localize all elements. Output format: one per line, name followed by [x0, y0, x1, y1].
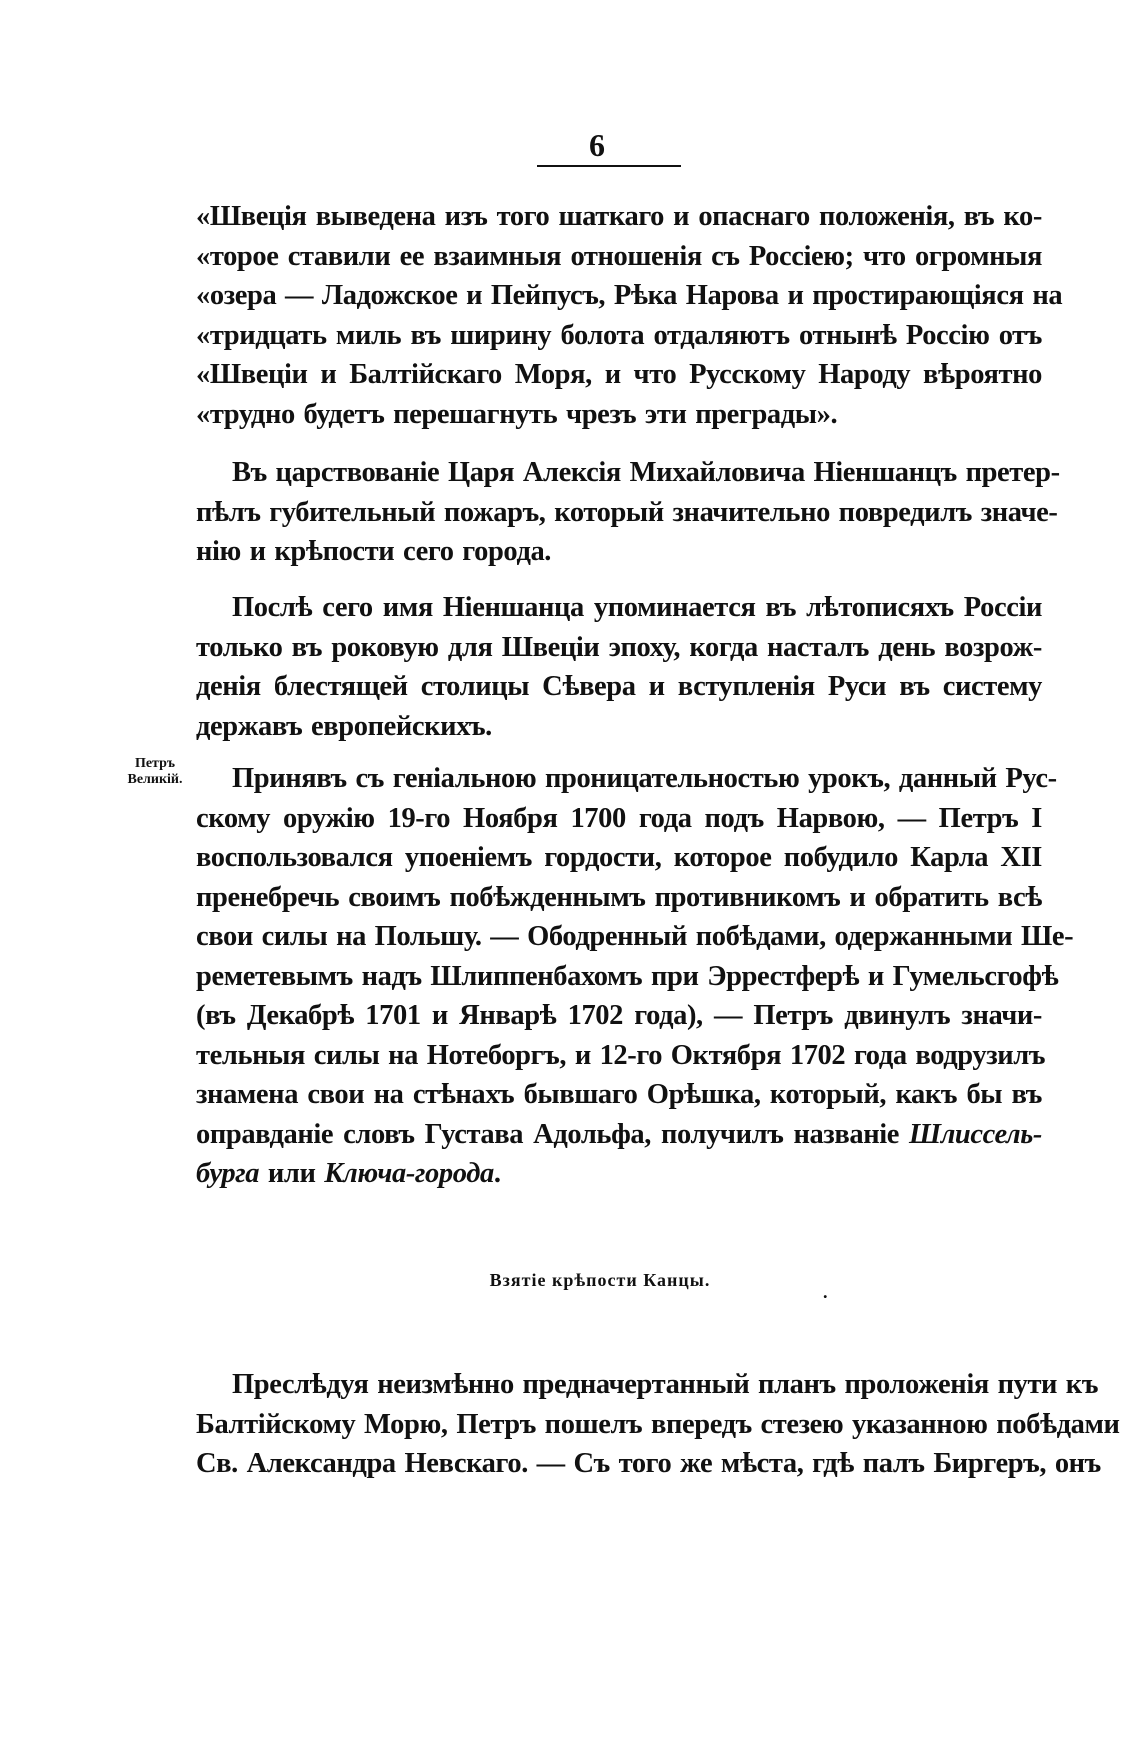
paragraph-nienschanz [196, 588, 1042, 746]
text-line: денія блестящей столицы Сѣвера и вступленія Руси въ систему [196, 671, 1042, 702]
margin-note-line: Великій. [127, 772, 183, 787]
margin-note-line: Петръ [134, 756, 176, 771]
text-line: «Швеція выведена изъ того шаткаго и опаснаго положенія, въ ко- [196, 201, 1042, 232]
paragraph-kantsy [196, 1365, 1120, 1484]
text-line: (въ Декабрѣ 1701 и Январѣ 1702 года), — Петръ двинулъ значи- [196, 1000, 1042, 1031]
text-line: «торое ставили ее взаимныя отношенія съ Россіею; что огромныя [196, 240, 1042, 272]
text-line [196, 1154, 1042, 1194]
paragraph-quote [196, 197, 1063, 434]
page-number-rule [537, 165, 681, 167]
text-line: Послѣ сего имя Ніеншанца упоминается въ лѣтописяхъ Россіи [232, 592, 1042, 623]
text-line: свои силы на Польшу. — Ободренный побѣдами, одержанными Ше- [196, 921, 1074, 952]
text-line: скому оружію 19-го Ноября 1700 года подъ Нарвою, — Петръ I [196, 802, 1042, 834]
paragraph-fire [196, 453, 1060, 572]
paragraph-peter [196, 759, 1074, 1194]
italic-name: Ключа-города [324, 1158, 494, 1189]
text-line: Св. Александра Невскаго. — Съ того же мѣста, гдѣ палъ Биргеръ, онъ [196, 1448, 1101, 1479]
text-line [196, 1115, 1042, 1155]
text-line: «озера — Ладожское и Пейпусъ, Рѣка Нарова и простирающіяся на [196, 280, 1063, 311]
text-line: реметевымъ надъ Шлиппенбахомъ при Эррестферѣ и Гумельсгофѣ [196, 960, 1059, 992]
text-line: «тридцать миль въ ширину болота отдаляютъ отнынѣ Россію отъ [196, 319, 1042, 351]
text-fragment: . [493, 1158, 501, 1189]
italic-name: Шлиссель- [909, 1118, 1042, 1150]
text-line: пренебречь своимъ побѣжденнымъ противникомъ и обратить всѣ [196, 881, 1042, 913]
text-line: Балтійскому Морю, Петръ пошелъ впередъ стезею указанною побѣдами [196, 1408, 1120, 1440]
section-mark: . [823, 1282, 828, 1302]
text-fragment: или [259, 1158, 325, 1189]
text-line: Преслѣдуя неизмѣнно предначертанный планъ проложенія пути къ [232, 1369, 1099, 1400]
text-line: пѣлъ губительный пожаръ, который значительно повредилъ значе- [196, 496, 1058, 528]
text-line: воспользовался упоеніемъ гордости, которое побудило Карла XII [196, 842, 1042, 873]
text-fragment: оправданіе словъ Густава Адольфа, получилъ названіе [196, 1118, 910, 1150]
text-line: нію и крѣпости сего города. [196, 536, 552, 567]
text-line: Принявъ съ геніальною проницательностью урокъ, данный Рус- [232, 763, 1057, 794]
text-line: только въ роковую для Швеціи эпоху, когда насталъ день возрож- [196, 631, 1042, 663]
section-heading: Взятіе крѣпости Канцы. [489, 1270, 711, 1290]
page-number: 6 [589, 127, 605, 163]
text-line: державъ европейскихъ. [196, 710, 492, 742]
text-line: Въ царствованіе Царя Алексія Михайловича Ніеншанцъ претер- [232, 457, 1060, 488]
text-line: знамена свои на стѣнахъ бывшаго Орѣшка, который, какъ бы въ [196, 1079, 1042, 1110]
text-line: «Швеціи и Балтійскаго Моря, и что Русскому Народу вѣроятно [196, 359, 1042, 390]
text-line: тельныя силы на Нотеборгъ, и 12-го Октября 1702 года водрузилъ [196, 1039, 1046, 1071]
text-line: «трудно будетъ перешагнуть чрезъ эти преграды». [196, 398, 838, 430]
italic-name: бурга [196, 1158, 260, 1189]
margin-note [112, 756, 198, 788]
